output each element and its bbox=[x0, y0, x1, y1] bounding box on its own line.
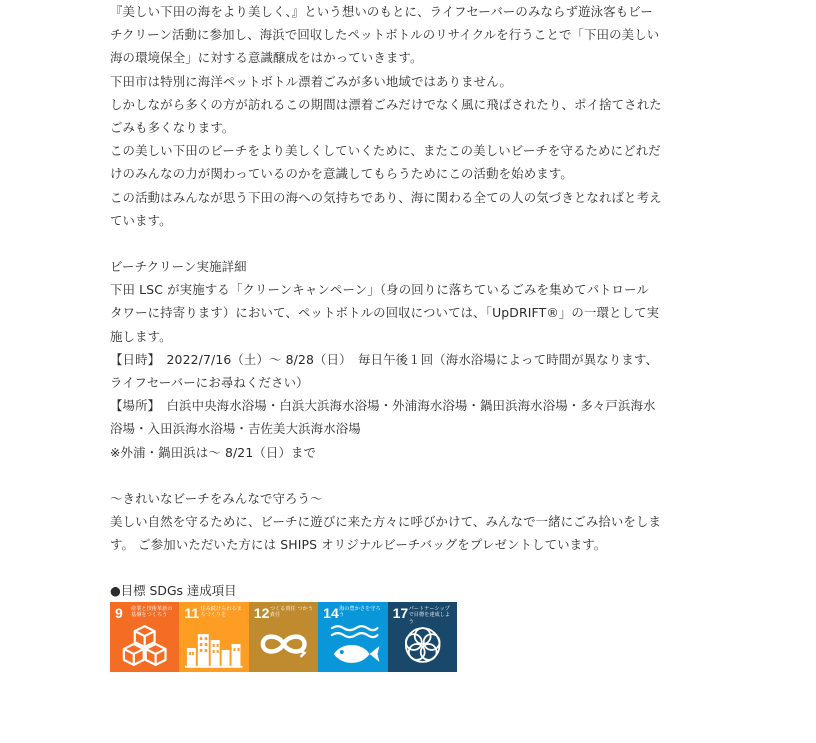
text-line: 【場所】 白浜中央海水浴場・白浜大浜海水浴場・外浦海水浴場・鍋田浜海水浴場・多々戸浜海水 bbox=[110, 398, 656, 414]
sdg-goal-title: つくる責任 つかう責任 bbox=[269, 605, 313, 619]
text-line: 施します。 bbox=[110, 328, 172, 344]
sdg-goal-title: 海の豊かさを守ろう bbox=[339, 605, 381, 619]
blank-line bbox=[110, 557, 702, 580]
sdg-goal-12 bbox=[249, 602, 318, 672]
sdg-goal-number: 11 bbox=[184, 604, 200, 621]
sdg-goal-17 bbox=[388, 602, 457, 672]
sdg-goal-icons bbox=[110, 602, 457, 672]
text-line: す。 ご参加いただいた方には SHIPS オリジナルビーチバッグをプレゼントしています。 bbox=[110, 537, 607, 553]
text-line: 下田市は特別に海洋ペットボトル漂着ごみが多い地域ではありません。 bbox=[110, 73, 513, 89]
cubes-icon bbox=[110, 622, 179, 672]
text-line: 海の環境保全」に対する意識醸成をはかっていきます。 bbox=[110, 50, 423, 66]
text-line: この美しい下田のビーチをより美しくしていくために、またこの美しいビーチを守るためにどれだ bbox=[110, 143, 661, 159]
text-line: ※外浦・鍋田浜は～ 8/21（日）まで bbox=[110, 444, 317, 460]
infinity-loop-icon bbox=[249, 622, 318, 672]
text-line: タワーに持寄ります）において、ペットボトルの回収については、「UpDRIFT®」の一環として実 bbox=[110, 305, 660, 321]
text-line: 『美しい下田の海をより美しく、』という想いのもとに、ライフセーバーのみならず遊泳客もビー bbox=[110, 4, 653, 19]
text-line: ています。 bbox=[110, 212, 172, 228]
sdg-goal-title: 産業と技術革新の基盤をつくろう bbox=[131, 605, 173, 619]
text-line: この活動はみんなが思う下田の海への気持ちであり、海に関わる全ての人の気づきとなればと考え bbox=[110, 189, 662, 205]
text-line: けのみんなの力が関わっているのかを意識してもらうためにこの活動を始めます。 bbox=[110, 166, 573, 182]
blank-line bbox=[110, 232, 702, 255]
text-line: 下田 LSC が実施する「クリーンキャンペーン」（身の回りに落ちているごみを集めてパトロール bbox=[110, 282, 649, 298]
fish-waves-icon bbox=[318, 622, 387, 672]
sdg-goal-9 bbox=[110, 602, 179, 672]
partnership-rings-icon bbox=[388, 622, 457, 672]
text-line: しかしながら多くの方が訪れるこの期間は漂着ごみだけでなく風に飛ばされたり、ポイ捨てされた bbox=[110, 96, 662, 112]
sdg-goal-number: 17 bbox=[392, 604, 409, 621]
article-body bbox=[110, 0, 702, 672]
sdg-goal-number: 12 bbox=[253, 604, 270, 621]
text-line: ビーチクリーン実施詳細 bbox=[110, 259, 247, 275]
text-line: 美しい自然を守るために、ビーチに遊びに来た方々に呼びかけて、みんなで一緒にごみ拾いをしま bbox=[110, 514, 662, 530]
article-text bbox=[110, 0, 702, 580]
text-line: ～きれいなビーチをみんなで守ろう～ bbox=[110, 490, 323, 506]
sdg-goal-title: 住み続けられるまちづくりを bbox=[200, 605, 242, 619]
sdg-goal-title: パートナーシップで目標を達成しよう bbox=[408, 605, 451, 625]
blank-line bbox=[110, 464, 702, 487]
text-line: 浴場・入田浜海水浴場・吉佐美大浜海水浴場 bbox=[110, 421, 361, 437]
text-line: ごみも多くなります。 bbox=[110, 119, 235, 135]
sdg-goal-11 bbox=[179, 602, 248, 672]
text-line: チクリーン活動に参加し、海浜で回収したペットボトルのリサイクルを行うことで「下田の美しい bbox=[110, 27, 660, 43]
text-line: ライフセーバーにお尋ねください） bbox=[110, 375, 309, 390]
sdg-goal-number: 9 bbox=[115, 604, 123, 621]
sdg-goal-14 bbox=[318, 602, 387, 672]
sdg-heading: ●目標 SDGs 達成項目 bbox=[110, 582, 237, 598]
city-buildings-icon bbox=[179, 622, 248, 672]
text-line: 【日時】 2022/7/16（土）～ 8/28（日） 毎日午後１回（海水浴場によって時間が異なります、 bbox=[110, 351, 659, 367]
sdg-goal-number: 14 bbox=[323, 604, 339, 621]
